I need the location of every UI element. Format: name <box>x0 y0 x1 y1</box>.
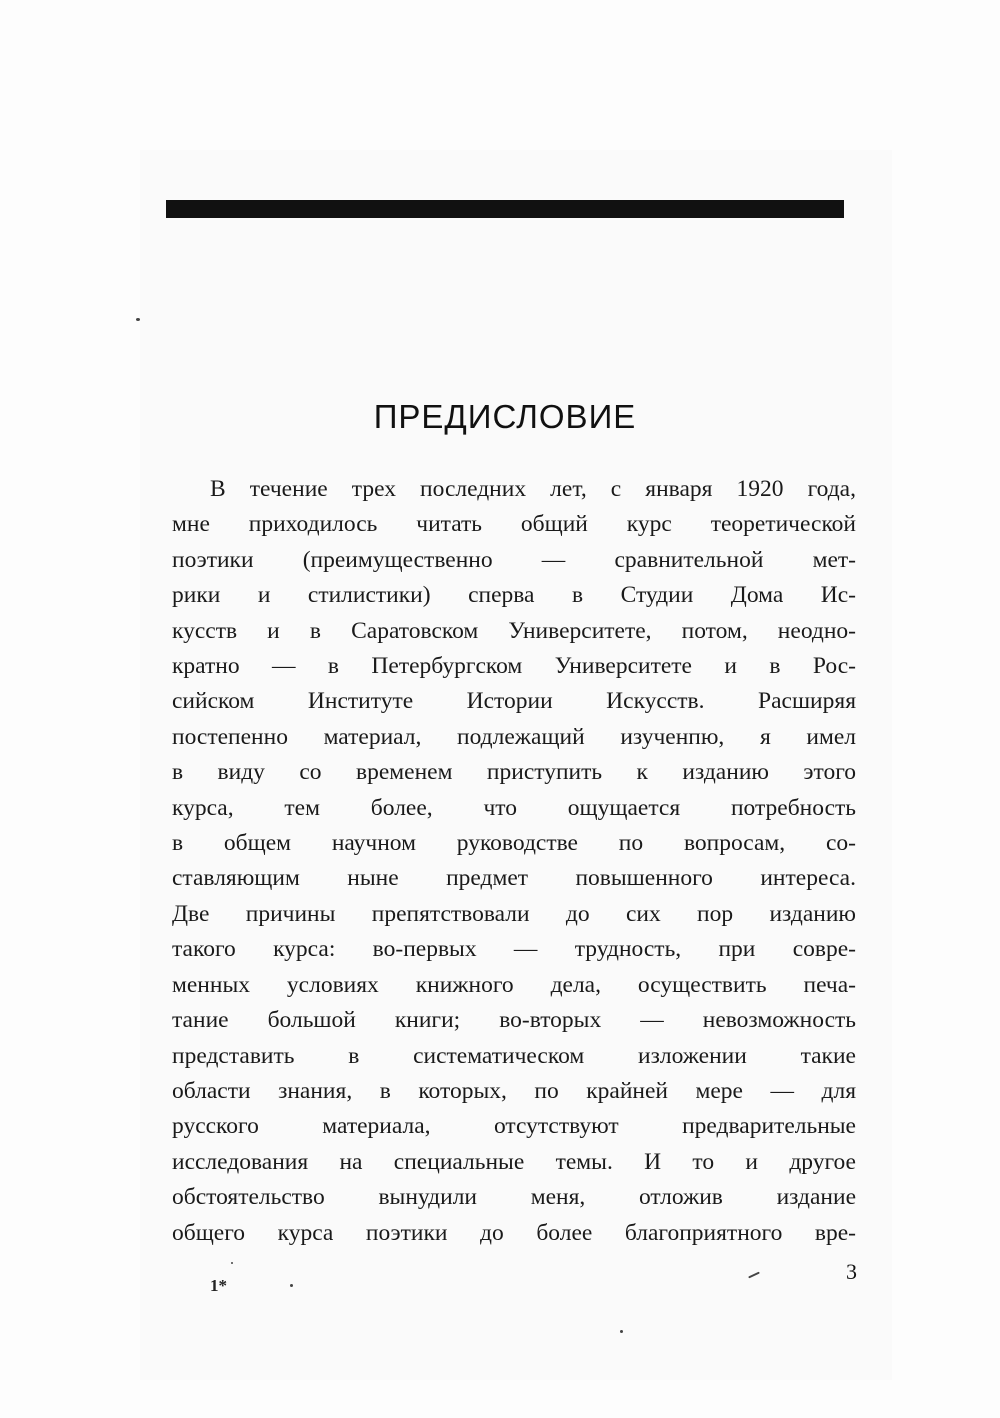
text-line: мне приходилось читать общий курс теоретической <box>172 511 856 538</box>
text-line: менных условиях книжного дела, осуществить печа- <box>172 971 856 998</box>
text-line: в виду со временем приступить к изданию этого <box>172 759 856 786</box>
text-line: Две причины препятствовали до сих пор изданию <box>172 900 856 927</box>
scan-speck <box>136 318 140 321</box>
text-line: кратно — в Петербургском Университете и в Рос- <box>172 653 856 680</box>
text-line: кусств и в Саратовском Университете, потом, неодно- <box>172 617 856 644</box>
text-line: рики и стилистики) сперва в Студии Дома Ис- <box>172 582 856 609</box>
text-line: представить в систематическом изложении такие <box>172 1042 856 1069</box>
text-line: общего курса поэтики до более благоприятного вре- <box>172 1219 856 1246</box>
scan-speck <box>620 1330 623 1333</box>
page-heading: ПРЕДИСЛОВИЕ <box>373 398 637 435</box>
text-line: области знания, в которых, по крайней мере — для <box>172 1077 856 1104</box>
text-line: курса, тем более, что ощущается потребность <box>172 794 856 821</box>
text-line: обстоятельство вынудили меня, отложив издание <box>172 1184 856 1211</box>
text-line: исследования на специальные темы. И то и другое <box>172 1148 856 1175</box>
text-line: постепенно материал, подлежащий изученпю, я имел <box>172 723 856 750</box>
scan-speck <box>290 1284 293 1287</box>
text-line: ставляющим ныне предмет повышенного интереса. <box>172 865 856 892</box>
text-line: поэтики (преимущественно — сравнительной мет- <box>172 546 856 573</box>
signature-mark: 1* <box>210 1276 227 1295</box>
top-rule <box>166 200 844 218</box>
text-line: тание большой книги; во-вторых — невозможность <box>172 1007 856 1034</box>
text-line: такого курса: во-первых — трудность, при совре- <box>172 936 856 963</box>
text-line: сийском Институте Истории Искусств. Расширяя <box>172 688 856 715</box>
text-line: В течение трех последних лет, с января 1920 года, <box>210 476 856 502</box>
scan-speck <box>231 1262 233 1264</box>
page-number: 3 <box>846 1259 857 1284</box>
body-text <box>172 472 856 1251</box>
text-line: в общем научном руководстве по вопросам, со- <box>172 830 856 857</box>
text-line: русского материала, отсутствуют предварительные <box>172 1113 856 1140</box>
